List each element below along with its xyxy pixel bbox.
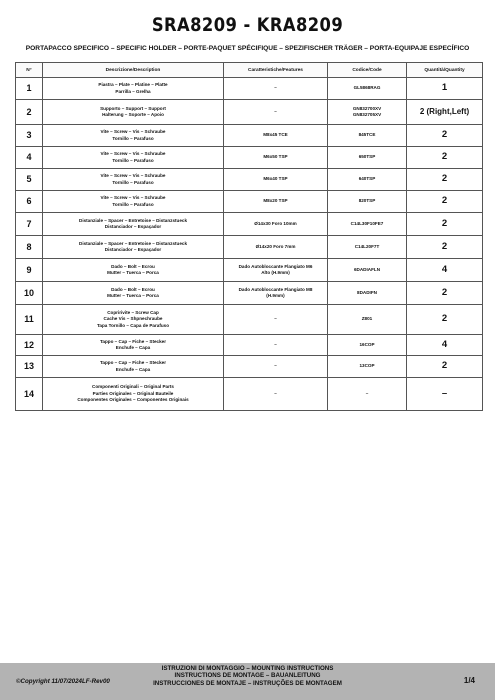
item-features bbox=[224, 259, 328, 282]
item-quantity: 2 bbox=[407, 282, 483, 305]
item-number: 1 bbox=[16, 78, 43, 100]
table-row bbox=[16, 213, 483, 236]
item-number: 4 bbox=[16, 147, 43, 169]
item-code bbox=[328, 378, 407, 411]
item-quantity: 2 bbox=[407, 147, 483, 169]
item-number: 12 bbox=[16, 335, 43, 356]
item-number: 7 bbox=[16, 213, 43, 236]
page-number: 1/4 bbox=[463, 676, 475, 685]
item-description bbox=[43, 147, 224, 169]
table-row bbox=[16, 236, 483, 259]
copyright-text: ©Copyright 11/07/2024LF-Rev00 bbox=[16, 678, 110, 685]
item-features bbox=[224, 305, 328, 335]
item-description-line: Distanziale – Spacer – Entretoise – Distanzstueck bbox=[79, 217, 187, 223]
item-description-line: Copririvite – Screw Cap bbox=[107, 309, 159, 315]
item-quantity: – bbox=[407, 378, 483, 411]
table-row bbox=[16, 259, 483, 282]
item-code bbox=[328, 259, 407, 282]
item-description-line: Parrilla – Grelha bbox=[115, 88, 151, 94]
item-description bbox=[43, 100, 224, 125]
item-code bbox=[328, 191, 407, 213]
item-quantity: 2 bbox=[407, 169, 483, 191]
item-features bbox=[224, 213, 328, 236]
item-description bbox=[43, 356, 224, 378]
item-features-line: M8x20 TSP bbox=[263, 198, 288, 204]
item-code bbox=[328, 78, 407, 100]
item-features-line: Dado Autobloccante Flangiato M6 bbox=[238, 263, 313, 269]
item-description-line: Piastra – Plate – Platine – Platte bbox=[98, 82, 168, 88]
item-description-line: Supporto – Support – Support bbox=[100, 105, 166, 111]
item-quantity: 1 bbox=[407, 78, 483, 100]
item-features bbox=[224, 100, 328, 125]
item-description bbox=[43, 191, 224, 213]
item-description-line: Componenti Originali – Original Parts bbox=[92, 384, 174, 390]
item-features-line: M6x40 TSP bbox=[263, 176, 288, 182]
item-quantity: 2 bbox=[407, 236, 483, 259]
item-code-line: GL5868RAG bbox=[353, 85, 381, 91]
item-features-line: Ø14x20 Foro 7mm bbox=[255, 243, 296, 249]
item-description-line: Tapa Tornillo – Capa de Parafuso bbox=[96, 322, 170, 328]
item-features bbox=[224, 78, 328, 100]
item-number: 9 bbox=[16, 259, 43, 282]
table-row bbox=[16, 335, 483, 356]
item-description bbox=[43, 305, 224, 335]
item-code-line: 16COP bbox=[359, 341, 375, 347]
item-description bbox=[43, 378, 224, 411]
item-quantity: 4 bbox=[407, 335, 483, 356]
item-code-line: GN832705XV bbox=[352, 112, 382, 117]
item-description-line: Vite – Screw – Vis – Schraube bbox=[100, 195, 166, 201]
item-code bbox=[328, 356, 407, 378]
table-row bbox=[16, 147, 483, 169]
item-features-line: Alto (H.9mm) bbox=[261, 270, 290, 275]
item-description-line: Distanciador – Espaçador bbox=[104, 247, 162, 252]
item-code-line: C14L30F10FE7 bbox=[350, 220, 384, 226]
item-description bbox=[43, 78, 224, 100]
item-quantity: 2 bbox=[407, 305, 483, 335]
item-features bbox=[224, 147, 328, 169]
table-row bbox=[16, 78, 483, 100]
item-description-line: Mutter – Tuerca – Porca bbox=[107, 293, 159, 298]
column-header-quantity: Quantità/Quantity bbox=[407, 63, 483, 78]
item-features-line: – bbox=[274, 108, 277, 114]
table-row bbox=[16, 125, 483, 147]
item-code-line: 845TCE bbox=[358, 132, 376, 138]
item-code-line: 13COP bbox=[359, 363, 375, 369]
instructions-heading bbox=[0, 665, 495, 687]
item-code-line: 820TSP bbox=[358, 198, 376, 204]
item-code-line: 650TSP bbox=[358, 154, 376, 160]
column-header-number: N° bbox=[16, 63, 43, 78]
item-description-line: Distanciador – Espaçador bbox=[104, 224, 162, 229]
item-features-line: M6x50 TSP bbox=[263, 154, 288, 160]
instructions-line: ISTRUZIONI DI MONTAGGIO – MOUNTING INSTRUCTIONS bbox=[161, 665, 334, 672]
parts-table-body bbox=[16, 78, 483, 411]
item-number: 14 bbox=[16, 378, 43, 411]
item-features bbox=[224, 236, 328, 259]
table-row bbox=[16, 378, 483, 411]
item-description bbox=[43, 213, 224, 236]
item-code-line: 6DADIAFLN bbox=[353, 266, 381, 272]
item-features-line: – bbox=[274, 316, 277, 322]
item-features bbox=[224, 356, 328, 378]
item-code bbox=[328, 125, 407, 147]
item-features bbox=[224, 169, 328, 191]
item-code-line: 640TSP bbox=[358, 176, 376, 182]
item-number: 13 bbox=[16, 356, 43, 378]
item-features-line: – bbox=[274, 341, 277, 347]
item-features-line: Dado Autobloccante Flangiato M8 bbox=[238, 286, 313, 292]
item-quantity: 2 bbox=[407, 213, 483, 236]
item-features-line: – bbox=[274, 85, 277, 91]
item-features bbox=[224, 378, 328, 411]
table-header-row bbox=[16, 63, 483, 78]
item-number: 2 bbox=[16, 100, 43, 125]
table-row bbox=[16, 169, 483, 191]
item-code-line: – bbox=[365, 390, 369, 396]
item-description bbox=[43, 236, 224, 259]
item-number: 8 bbox=[16, 236, 43, 259]
table-row bbox=[16, 305, 483, 335]
item-features bbox=[224, 282, 328, 305]
document-title: SRA8209 - KRA8209 bbox=[151, 14, 344, 36]
item-code bbox=[328, 282, 407, 305]
item-quantity: 4 bbox=[407, 259, 483, 282]
item-description-line: Enchufe – Capa bbox=[115, 366, 151, 372]
item-code bbox=[328, 213, 407, 236]
item-description-line: Componentes Originales – Componentes Originais bbox=[77, 397, 189, 403]
item-features bbox=[224, 125, 328, 147]
item-description-line: Tappo – Cap – Fiche – Stecker bbox=[99, 360, 167, 366]
item-code bbox=[328, 305, 407, 335]
item-description-line: Tornillo – Parafuso bbox=[112, 201, 154, 207]
item-quantity: 2 bbox=[407, 191, 483, 213]
footer-bar bbox=[0, 663, 495, 700]
item-description-line: Parties Originales – Original Bauteile bbox=[92, 390, 174, 396]
column-header-description: Descrizione/Description bbox=[43, 63, 224, 78]
item-code bbox=[328, 335, 407, 356]
item-features bbox=[224, 335, 328, 356]
item-description bbox=[43, 335, 224, 356]
item-features bbox=[224, 191, 328, 213]
item-features-line: M8x45 TCE bbox=[263, 132, 288, 138]
item-code bbox=[328, 147, 407, 169]
item-features-line: (H.9mm) bbox=[266, 293, 285, 298]
item-description-line: Mutter – Tuerca – Porca bbox=[107, 270, 159, 275]
item-description-line: Halterung – Soporte – Apoio bbox=[102, 112, 164, 117]
item-quantity: 2 (Right,Left) bbox=[407, 100, 483, 125]
item-quantity: 2 bbox=[407, 125, 483, 147]
item-description-line: Cache Vis – Shpnechraube bbox=[103, 316, 163, 322]
item-code-line: 8DADIFN bbox=[357, 289, 377, 295]
item-description-line: Dado – Bolt – Ecrou bbox=[111, 263, 155, 269]
item-description-line: Distanziale – Spacer – Entretoise – Distanzstueck bbox=[79, 240, 187, 246]
item-description bbox=[43, 125, 224, 147]
instructions-line: INSTRUCTIONS DE MONTAGE – BAUANLEITUNG bbox=[174, 672, 321, 680]
item-features-line: – bbox=[274, 363, 277, 369]
item-description-line: Tappo – Cap – Fiche – Stecker bbox=[99, 338, 167, 344]
item-description bbox=[43, 282, 224, 305]
item-description-line: Tornillo – Parafuso bbox=[112, 179, 154, 185]
item-number: 3 bbox=[16, 125, 43, 147]
item-description bbox=[43, 169, 224, 191]
item-description-line: Tornillo – Parafuso bbox=[112, 135, 154, 141]
item-code bbox=[328, 236, 407, 259]
item-features-line: – bbox=[274, 390, 277, 396]
parts-table bbox=[15, 62, 483, 411]
item-code bbox=[328, 169, 407, 191]
item-description bbox=[43, 259, 224, 282]
item-description-line: Vite – Screw – Vis – Schraube bbox=[100, 129, 166, 135]
column-header-code: Codice/Code bbox=[328, 63, 407, 78]
item-number: 10 bbox=[16, 282, 43, 305]
item-description-line: Enchufe – Capa bbox=[115, 345, 151, 350]
item-number: 11 bbox=[16, 305, 43, 335]
item-features-line: Ø14x30 Foro 10mm bbox=[254, 220, 297, 226]
item-description-line: Vite – Screw – Vis – Schraube bbox=[100, 151, 166, 157]
column-header-features: Caratteristiche/Features bbox=[224, 63, 328, 78]
table-row bbox=[16, 282, 483, 305]
table-row bbox=[16, 191, 483, 213]
table-row bbox=[16, 356, 483, 378]
item-number: 5 bbox=[16, 169, 43, 191]
item-code-line: GN832700XV bbox=[352, 105, 382, 111]
item-number: 6 bbox=[16, 191, 43, 213]
item-description-line: Tornillo – Parafuso bbox=[112, 157, 154, 163]
table-row bbox=[16, 100, 483, 125]
document-subtitle: PORTAPACCO SPECIFICO – SPECIFIC HOLDER – PORTE-PAQUET SPÉCIFIQUE – SPEZIFISCHER TRÄGER – PORTA-EQUIPAJE ESPECÍFICO bbox=[25, 45, 470, 52]
item-quantity: 2 bbox=[407, 356, 483, 378]
item-description-line: Vite – Screw – Vis – Schraube bbox=[100, 173, 166, 179]
item-code-line: Z801 bbox=[361, 316, 373, 322]
item-description-line: Dado – Bolt – Ecrou bbox=[111, 286, 155, 292]
item-code-line: C14L20F7T bbox=[354, 243, 380, 249]
instructions-line: INSTRUCCIONES DE MONTAJE – INSTRUÇÕES DE MONTAGEM bbox=[153, 679, 342, 687]
item-code bbox=[328, 100, 407, 125]
